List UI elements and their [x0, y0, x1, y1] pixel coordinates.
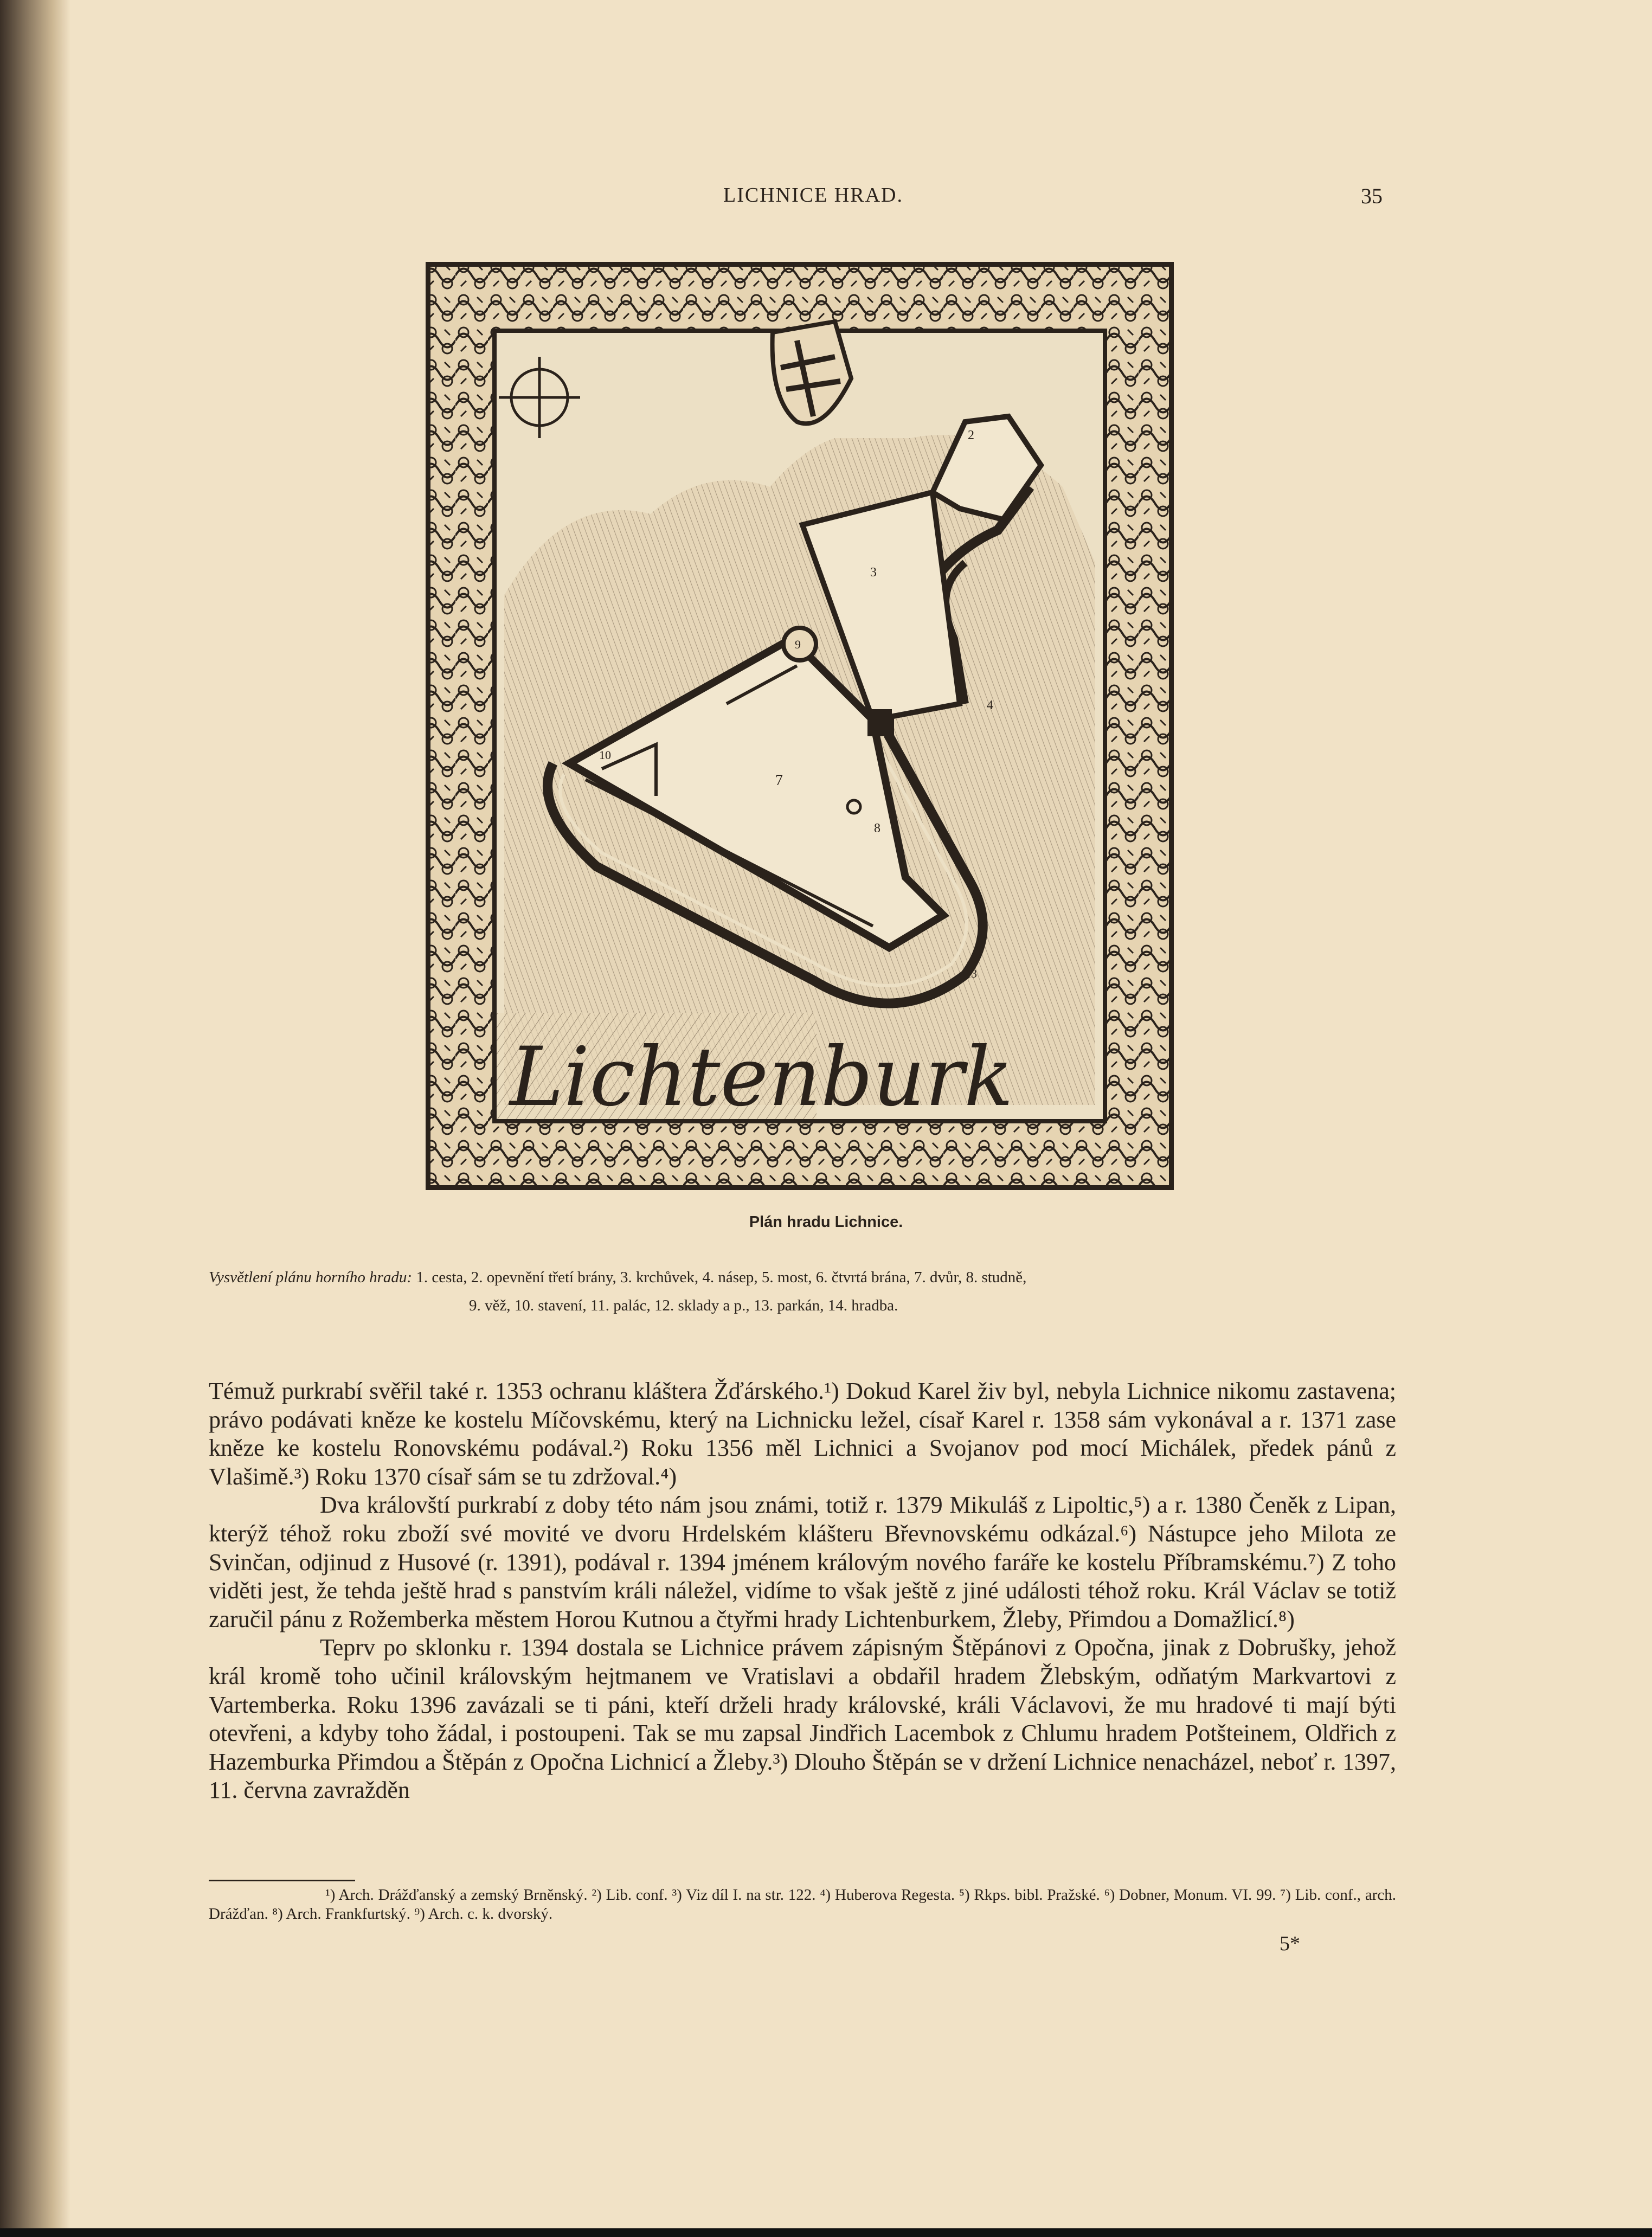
footnote-text: ¹) Arch. Drážďanský a zemský Brněnský. ²) Lib. conf. ³) Viz díl I. na str. 122. ⁴) Huberova Regesta. ⁵) Rkps. bibl. Pražské. ⁶) Dobner, Monum. VI. 99. ⁷) Lib. conf., arch. Drážďan. ⁸) Arch. Frankfurtský. ⁹) Arch. c. k. dvorský.: [209, 1886, 1396, 1923]
plan-label-4: 4: [987, 698, 993, 712]
paragraph: Teprv po sklonku r. 1394 dostala se Lichnice právem zápisným Štěpánovi z Opočna, jinak z Dobrušky, jehož král kromě toho učinil královským hejtmanem ve Vratislavi a obdařil hradem Žlebským, odňatým Markvartovi z Vartemberka. Roku 1396 zavázali se ti páni, kteří drželi hrady královské, králi Václavovi, že mu hradové ti mají býti otevřeni, a kdyby toho žádal, i postoupeni. Tak se mu zapsal Jindřich Lacembok z Chlumu hradem Potšteinem, Oldřich z Hazemburka Přimdou a Štěpán z Opočna Lichnicí a Žleby.³) Dlouho Štěpán se v držení Lichnice nenacházel, neboť r. 1397, 11. června zavražděn: [209, 1634, 1396, 1804]
plan-banner-text: Lichtenburk: [510, 1030, 1014, 1124]
sheet-signature: 5*: [1280, 1932, 1300, 1955]
scan-edge: [0, 2228, 1652, 2237]
scan-shadow-margin: [0, 0, 70, 2237]
figure-caption: Plán hradu Lichnice.: [749, 1213, 903, 1231]
legend-line-2: 9. věž, 10. stavení, 11. palác, 12. sklady a p., 13. parkán, 14. hradba.: [469, 1297, 898, 1314]
footnote-rule: [209, 1880, 355, 1881]
running-title: LICHNICE HRAD.: [723, 184, 903, 207]
legend-lead: Vysvětlení plánu horního hradu:: [209, 1269, 413, 1286]
page-number: 35: [1361, 184, 1383, 208]
plan-label-3: 3: [870, 565, 877, 580]
plan-label-10: 10: [599, 748, 611, 762]
plan-label-2: 2: [968, 428, 974, 442]
running-header: [0, 183, 1652, 216]
figure-legend: [209, 1263, 1402, 1320]
plan-label-9: 9: [795, 638, 801, 651]
castle-plan-illustration: [423, 259, 1177, 1193]
plan-label-7: 7: [775, 772, 783, 789]
paragraph: Dva královští purkrabí z doby této nám jsou známi, totiž r. 1379 Mikuláš z Lipoltic,⁵) a r. 1380 Čeněk z Lipan, kterýž téhož roku zboží své movité ve dvoru Hrdelském klášteru Břevnovskému odkázal.⁶) Nástupce jeho Milota ze Svinčan, odjinud z Husové (r. 1391), podával r. 1394 jménem královým nového faráře ke kostelu Příbramskému.⁷) Z toho viděti jest, že tehda ještě hrad s panstvím králi náležel, vidíme to však ještě z jiné události téhož roku. Král Václav se totiž zaručil pánu z Rožemberka městem Horou Kutnou a čtyřmi hrady Lichtenburkem, Žleby, Přimdou a Domažlicí.⁸): [209, 1492, 1396, 1632]
legend-line-1: 1. cesta, 2. opevnění třetí brány, 3. krchůvek, 4. násep, 5. most, 6. čtvrtá brána, 7. dvůr, 8. studně,: [416, 1269, 1027, 1286]
paragraph: Témuž purkrabí svěřil také r. 1353 ochranu kláštera Žďárského.¹) Dokud Karel živ byl, nebyla Lichnice nikomu zastavena; právo podávati kněze ke kostelu Míčovskému, který na Lichnicku ležel, císař Karel r. 1358 sám vykonával a r. 1371 zase kněze ke kostelu Ronovskému podával.²) Roku 1356 měl Lichnici a Svojanov pod mocí Michálek, předek pánů z Vlašimě.³) Roku 1370 císař sám se tu zdržoval.⁴): [209, 1378, 1396, 1490]
body-text: [209, 1377, 1396, 1805]
plan-label-13: 13: [965, 967, 977, 980]
plan-label-8: 8: [874, 821, 880, 835]
footnotes: [209, 1886, 1396, 1924]
